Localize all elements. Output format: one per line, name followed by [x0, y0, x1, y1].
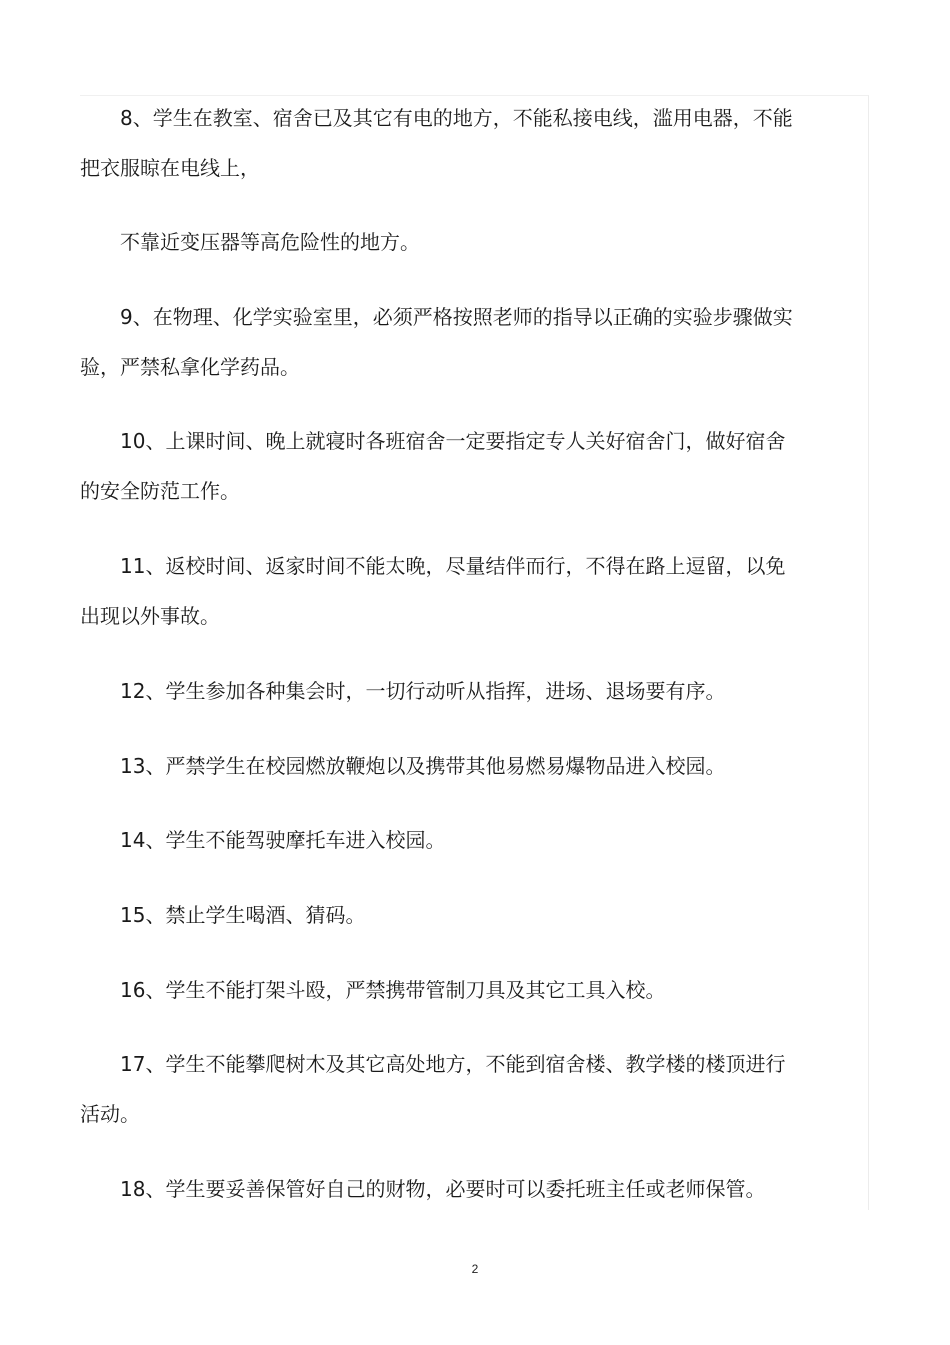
paragraph-item-9: [80, 292, 832, 392]
paragraph-line: 10、上课时间、晚上就寝时各班宿舍一定要指定专人关好宿舍门，做好宿舍: [120, 429, 786, 453]
paragraph-line: 15、禁止学生喝酒、猜码。: [120, 903, 366, 927]
paragraph-line: 14、学生不能驾驶摩托车进入校园。: [120, 828, 446, 852]
paragraph-item-13: [80, 741, 832, 791]
paragraph-line: 8、学生在教室、宿舍已及其它有电的地方，不能私接电线，滥用电器，不能: [120, 106, 793, 130]
paragraph-item-15: [80, 890, 832, 940]
paragraph-line: 验，严禁私拿化学药品。: [80, 355, 300, 379]
paragraph-item-17: [80, 1039, 832, 1139]
paragraph-item-18: [80, 1164, 832, 1214]
paragraph-item-8-continued: [80, 217, 832, 267]
paragraph-line: 出现以外事故。: [80, 604, 220, 628]
paragraph-item-16: [80, 965, 832, 1015]
paragraph-line: 活动。: [80, 1102, 140, 1126]
paragraph-line: 11、返校时间、返家时间不能太晚，尽量结伴而行，不得在路上逗留，以免: [120, 554, 786, 578]
paragraph-line: 18、学生要妥善保管好自己的财物，必要时可以委托班主任或老师保管。: [120, 1177, 766, 1201]
paragraph-line: 不靠近变压器等高危险性的地方。: [120, 230, 420, 254]
paragraph-item-11: [80, 541, 832, 641]
paragraph-item-12: [80, 666, 832, 716]
paragraph-line: 把衣服晾在电线上，: [80, 156, 260, 180]
paragraph-item-8: [80, 93, 832, 193]
paragraph-line: 17、学生不能攀爬树木及其它高处地方，不能到宿舍楼、教学楼的楼顶进行: [120, 1052, 786, 1076]
paragraph-item-14: [80, 815, 832, 865]
paragraph-line: 13、严禁学生在校园燃放鞭炮以及携带其他易燃易爆物品进入校园。: [120, 754, 726, 778]
paragraph-item-10: [80, 416, 832, 516]
paragraph-line: 16、学生不能打架斗殴，严禁携带管制刀具及其它工具入校。: [120, 978, 666, 1002]
page-number: 2: [471, 1262, 479, 1276]
paragraph-line: 9、在物理、化学实验室里，必须严格按照老师的指导以正确的实验步骤做实: [120, 305, 793, 329]
paragraph-line: 12、学生参加各种集会时，一切行动听从指挥，进场、退场要有序。: [120, 679, 726, 703]
paragraph-line: 的安全防范工作。: [80, 479, 240, 503]
